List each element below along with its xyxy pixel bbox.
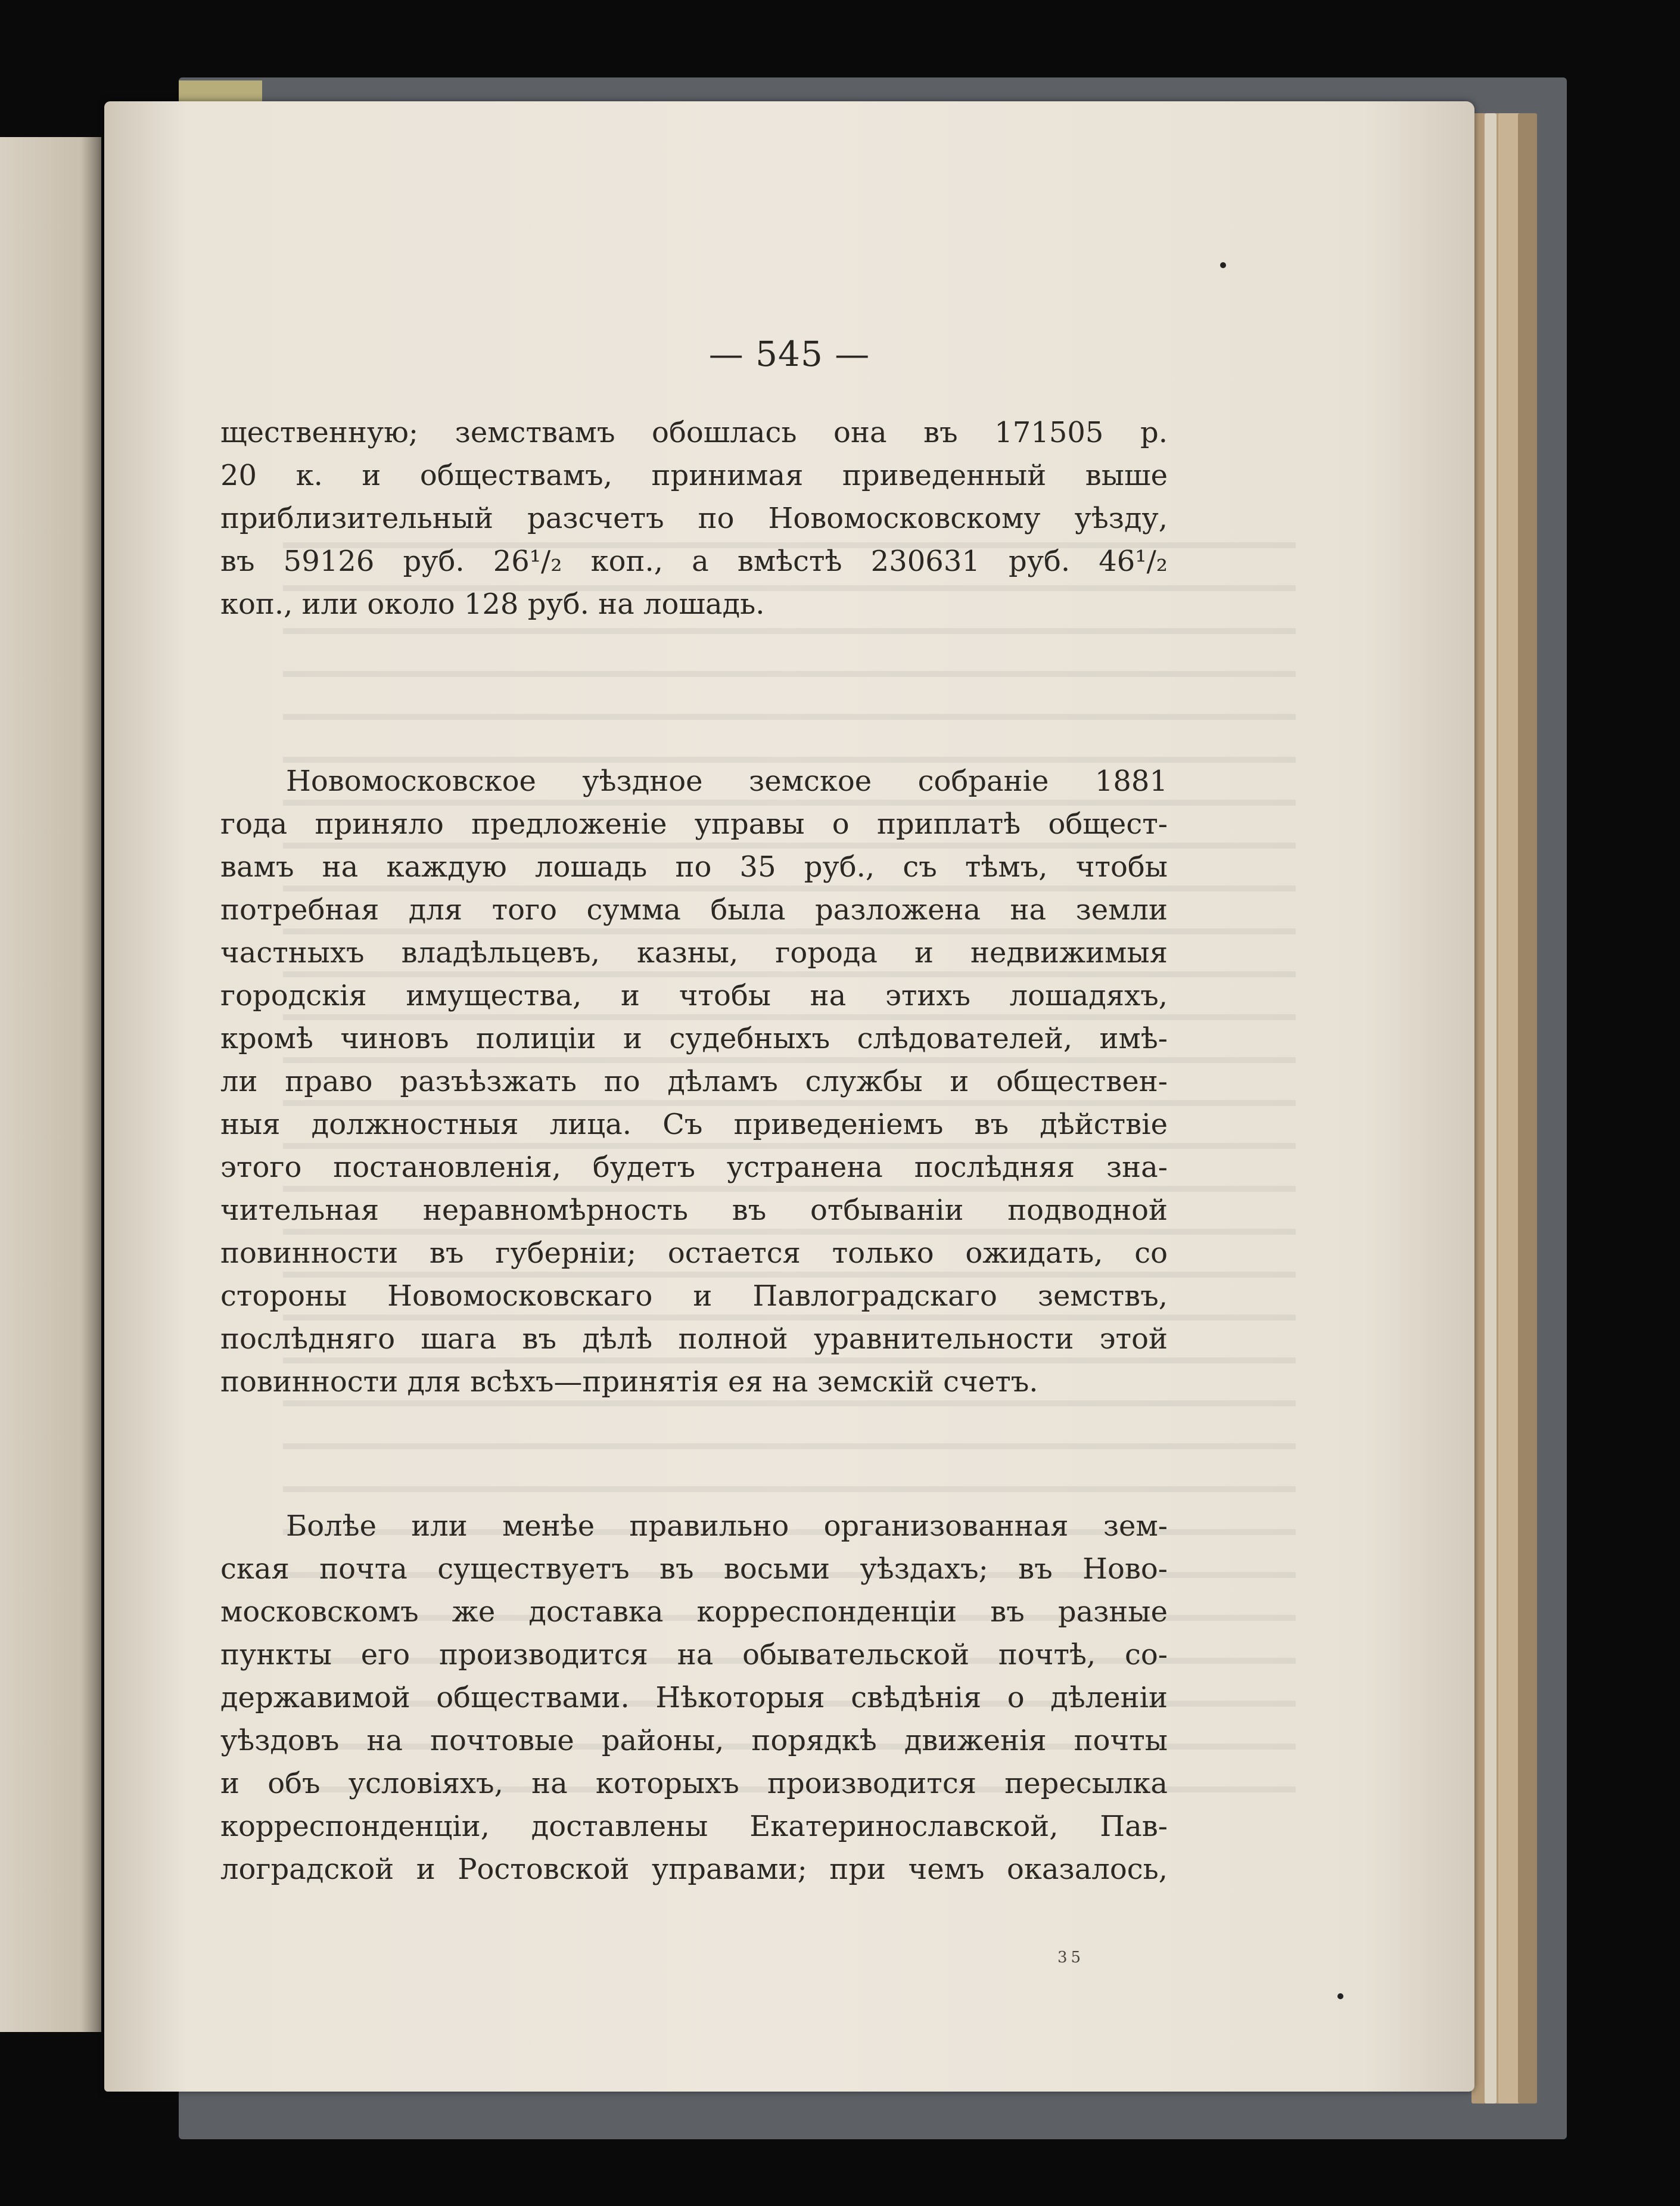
text-line: Болѣе или менѣе правильно организованная зем- — [286, 1509, 1168, 1543]
facing-page — [0, 137, 101, 2032]
text-line: въ 59126 руб. 26¹/₂ коп., а вмѣстѣ 230631 руб. 46¹/₂ — [220, 545, 1168, 578]
text-line: корреспонденціи, доставлены Екатеринославской, Пав- — [220, 1810, 1168, 1843]
text-line: ли право разъѣзжать по дѣламъ службы и обществен- — [220, 1065, 1168, 1098]
text-line: повинности для всѣхъ—принятія ея на земскій счетъ. — [220, 1365, 1038, 1399]
text-line: коп., или около 128 руб. на лошадь. — [220, 588, 765, 621]
text-line: частныхъ владѣльцевъ, казны, города и недвижимыя — [220, 936, 1168, 970]
printer-signature-mark: 35 — [1057, 1949, 1085, 1966]
text-line: ская почта существуетъ въ восьми уѣздахъ; въ Ново- — [220, 1552, 1168, 1586]
text-line: кромѣ чиновъ полиціи и судебныхъ слѣдователей, имѣ- — [220, 1022, 1168, 1055]
book-page — [104, 101, 1474, 2092]
text-line: этого постановленія, будетъ устранена послѣдняя зна- — [220, 1151, 1168, 1184]
text-line: года приняло предложеніе управы о приплатѣ общест- — [220, 807, 1168, 841]
text-line: уѣздовъ на почтовые районы, порядкѣ движенія почты — [220, 1724, 1168, 1757]
text-line: щественную; земствамъ обошлась она въ 171505 р. — [220, 416, 1168, 449]
paragraph — [220, 760, 1168, 1403]
text-line: Новомосковское уѣздное земское собраніе 1881 — [286, 765, 1168, 798]
paragraph — [220, 1505, 1168, 1891]
text-line: лоградской и Ростовской управами; при чемъ оказалось, — [220, 1853, 1168, 1886]
text-line: державимой обществами. Нѣкоторыя свѣдѣнія о дѣленіи — [220, 1681, 1168, 1714]
text-line: потребная для того сумма была разложена на земли — [220, 893, 1168, 927]
text-line: и объ условіяхъ, на которыхъ производится пересылка — [220, 1767, 1168, 1800]
text-line: городскія имущества, и чтобы на этихъ лошадяхъ, — [220, 979, 1168, 1012]
paragraph — [220, 411, 1168, 626]
paper-speck — [1337, 1993, 1343, 1999]
text-line: пункты его производится на обывательской почтѣ, со- — [220, 1638, 1168, 1671]
text-line: чительная неравномѣрность въ отбываніи подводной — [220, 1194, 1168, 1227]
text-line: ныя должностныя лица. Съ приведеніемъ въ дѣйствіе — [220, 1108, 1168, 1141]
text-line: вамъ на каждую лошадь по 35 руб., съ тѣмъ, чтобы — [220, 850, 1168, 884]
text-line: московскомъ же доставка корреспонденціи въ разные — [220, 1595, 1168, 1629]
text-line: повинности въ губерніи; остается только ожидать, со — [220, 1236, 1168, 1270]
text-line: 20 к. и обществамъ, принимая приведенный выше — [220, 459, 1168, 492]
text-line: послѣдняго шага въ дѣлѣ полной уравнительности этой — [220, 1322, 1168, 1356]
text-line: приблизительный разсчетъ по Новомосковскому уѣзду, — [220, 502, 1168, 535]
page-number: — 545 — — [708, 334, 870, 374]
page-edge — [1485, 113, 1497, 2104]
page-edge — [1518, 113, 1537, 2104]
paper-speck — [1220, 262, 1226, 268]
text-line: стороны Новомосковскаго и Павлоградскаго земствъ, — [220, 1279, 1168, 1313]
